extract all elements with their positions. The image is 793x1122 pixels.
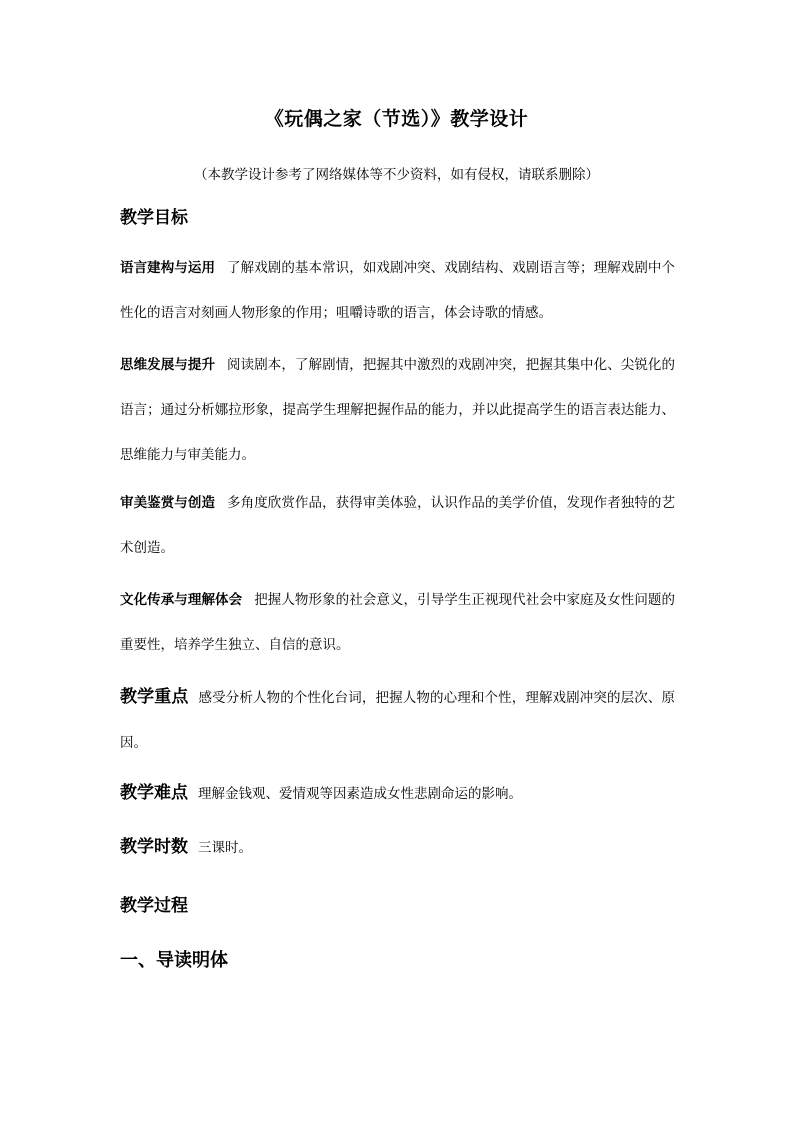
goal-label: 文化传承与理解体会 (120, 592, 243, 608)
goal-paragraph-culture (120, 578, 675, 668)
key-points-label: 教学重点 (120, 687, 189, 707)
document-title: 《玩偶之家（节选）》教学设计 (264, 108, 529, 130)
goal-label: 语言建构与运用 (120, 260, 216, 276)
difficulty-paragraph (120, 771, 675, 817)
hours-paragraph (120, 825, 675, 871)
goal-paragraph-aesthetics (120, 481, 675, 571)
goal-label: 审美鉴赏与创造 (120, 495, 216, 511)
goal-text: 了解戏剧的基本常识，如戏剧冲突、戏剧结构、戏剧语言等；理解戏剧中个性化的语言对刻画人物形象的作用；咀嚼诗歌的语言，体会诗歌的情感。 (120, 260, 676, 321)
goal-label: 思维发展与提升 (120, 357, 216, 373)
goal-text: 把握人物形象的社会意义，引导学生正视现代社会中家庭及女性问题的重要性，培养学生独立、自信的意识。 (120, 592, 676, 653)
goals-heading: 教学目标 (120, 208, 188, 228)
process-heading: 教学过程 (120, 896, 188, 916)
goal-text: 多角度欣赏作品，获得审美体验，认识作品的美学价值，发现作者独特的艺术创造。 (120, 495, 676, 556)
key-points-text: 感受分析人物的个性化台词，把握人物的心理和个性，理解戏剧冲突的层次、原因。 (120, 690, 676, 751)
hours-label: 教学时数 (120, 837, 188, 857)
hours-text: 三课时。 (198, 840, 252, 856)
key-points-paragraph (120, 675, 675, 766)
difficulty-label: 教学难点 (120, 783, 188, 803)
goal-paragraph-thinking (120, 343, 675, 478)
section-heading: 一、导读明体 (120, 950, 228, 971)
difficulty-text: 理解金钱观、爱情观等因素造成女性悲剧命运的影响。 (198, 786, 522, 802)
goal-paragraph-language (120, 246, 675, 336)
goal-text: 阅读剧本，了解剧情，把握其中激烈的戏剧冲突，把握其集中化、尖锐化的语言；通过分析娜拉形象，提高学生理解把握作品的能力，并以此提高学生的语言表达能力、思维能力与审美能力。 (120, 357, 676, 463)
copyright-note: （本教学设计参考了网络媒体等不少资料，如有侵权，请联系删除） (194, 167, 599, 183)
